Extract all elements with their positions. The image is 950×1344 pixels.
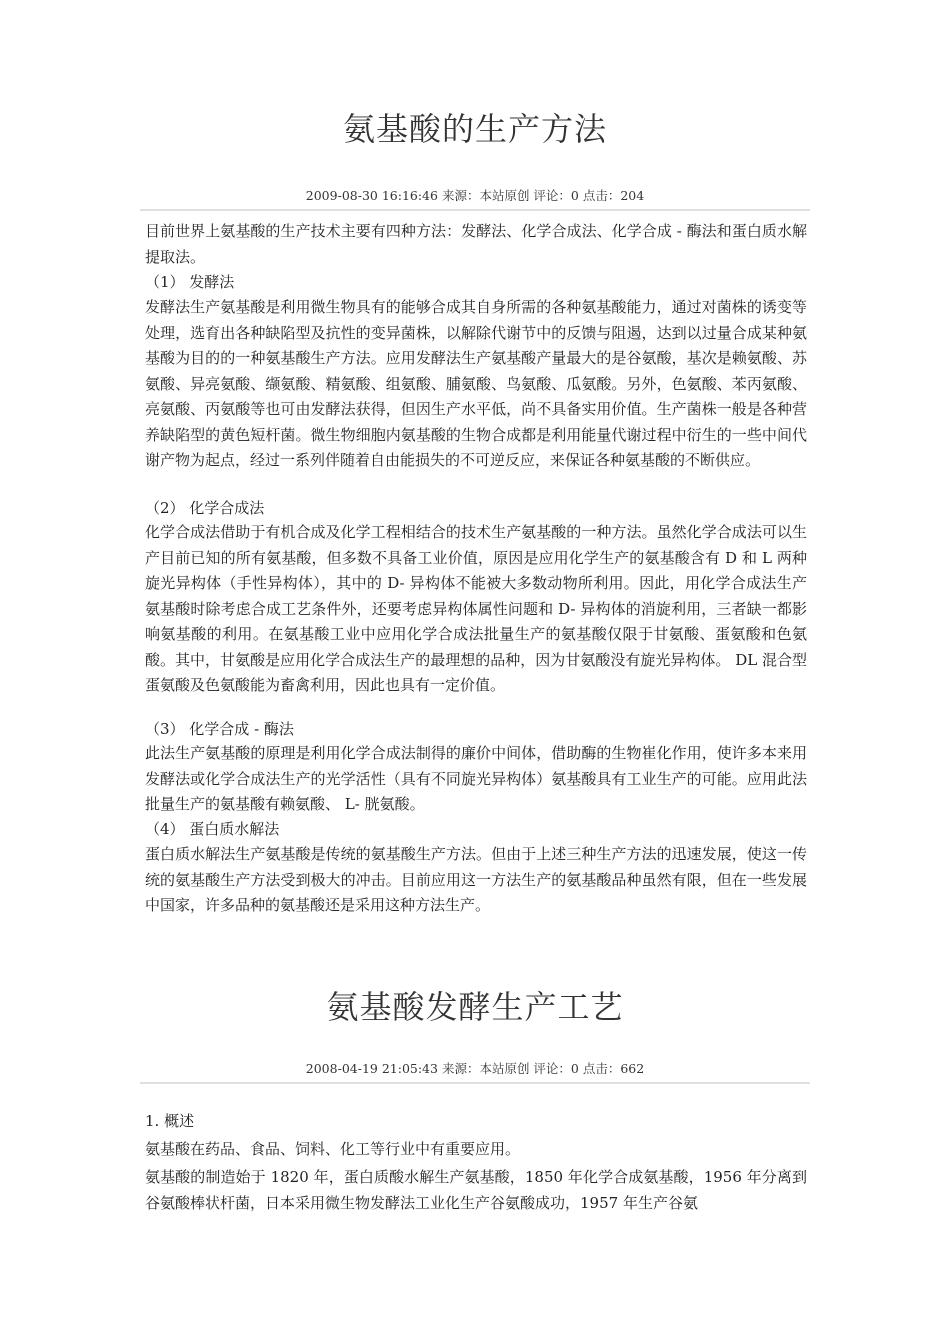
section-heading: （2） 化学合成法 (145, 499, 265, 517)
article-meta: 2009-08-30 16:16:46 来源：本站原创 评论：0 点击：204 (305, 188, 645, 203)
body-paragraph: 此法生产氨基酸的原理是利用化学合成法制得的廉价中间体，借助酶的生物崔化作用，使许多本来用发酵法或化学合成法生产的光学活性（具有不同旋光异构体）氨基酸具有工业生产的可能。应用此法批量生产的氨基酸有赖氨酸、 L- 胱氨酸。 (145, 744, 807, 813)
section-heading: 1. 概述 (145, 1112, 195, 1130)
body-paragraph: 蛋白质水解法生产氨基酸是传统的氨基酸生产方法。但由于上述三种生产方法的迅速发展，使这一传统的氨基酸生产方法受到极大的冲击。目前应用这一方法生产的氨基酸品种虽然有限，但在一些发展中国家，许多品种的氨基酸还是采用这种方法生产。 (145, 845, 807, 914)
article-title: 氨基酸的生产方法 (342, 110, 607, 148)
body-paragraph: 氨基酸的制造始于 1820 年，蛋白质酸水解生产氨基酸，1850 年化学合成氨基酸，1956 年分离到谷氨酸棒状杆菌，日本采用微生物发酵法工业化生产谷氨酸成功，1957 年生产谷氨 (145, 1168, 807, 1212)
divider (140, 1082, 810, 1084)
article-meta: 2008-04-19 21:05:43 来源：本站原创 评论：0 点击：662 (305, 1061, 645, 1076)
divider (140, 209, 810, 211)
body-paragraph: 发酵法生产氨基酸是利用微生物具有的能够合成其自身所需的各种氨基酸能力，通过对菌株的诱变等处理，选育出各种缺陷型及抗性的变异菌株，以解除代谢节中的反馈与阻遏，达到以过量合成某种氨基酸为目的的一种氨基酸生产方法。应用发酵法生产氨基酸产量最大的是谷氨酸，基次是赖氨酸、苏氨酸、异亮氨酸、缬氨酸、精氨酸、组氨酸、脯氨酸、鸟氨酸、瓜氨酸。另外，色氨酸、苯丙氨酸、亮氨酸、丙氨酸等也可由发酵法获得，但因生产水平低，尚不具备实用价值。生产菌株一般是各种营养缺陷型的黄色短杆菌。微生物细胞内氨基酸的生物合成都是利用能量代谢过程中衍生的一些中间代谢产物为起点，经过一系列伴随着自由能损失的不可逆反应，来保证各种氨基酸的不断供应。 (145, 298, 807, 469)
intro-paragraph: 目前世界上氨基酸的生产技术主要有四种方法：发酵法、化学合成法、化学合成 - 酶法和蛋白质水解提取法。 (145, 222, 807, 266)
article-title: 氨基酸发酵生产工艺 (326, 988, 624, 1026)
section-heading: （3） 化学合成 - 酶法 (145, 720, 294, 738)
section-heading: （4） 蛋白质水解法 (145, 820, 280, 838)
body-paragraph: 氨基酸在药品、食品、饲料、化工等行业中有重要应用。 (145, 1140, 521, 1158)
section-heading: （1） 发酵法 (145, 273, 235, 291)
body-paragraph: 化学合成法借助于有机合成及化学工程相结合的技术生产氨基酸的一种方法。虽然化学合成法可以生产目前已知的所有氨基酸，但多数不具备工业价值，原因是应用化学生产的氨基酸含有 D 和 L 两种旋光异构体（手性异构体），其中的 D- 异构体不能被大多数动物所利用。因此，用化学合成法生产氨基酸时除考虑合成工艺条件外，还要考虑异构体属性问题和 D- 异构体的消旋利用，三者缺一都影响氨基酸的利用。在氨基酸工业中应用化学合成法批量生产的氨基酸仅限于甘氨酸、蛋氨酸和色氨酸。其中，甘氨酸是应用化学合成法生产的最理想的品种，因为甘氨酸没有旋光异构体。 DL 混合型蛋氨酸及色氨酸能为畜禽利用，因此也具有一定价值。 (145, 523, 807, 694)
